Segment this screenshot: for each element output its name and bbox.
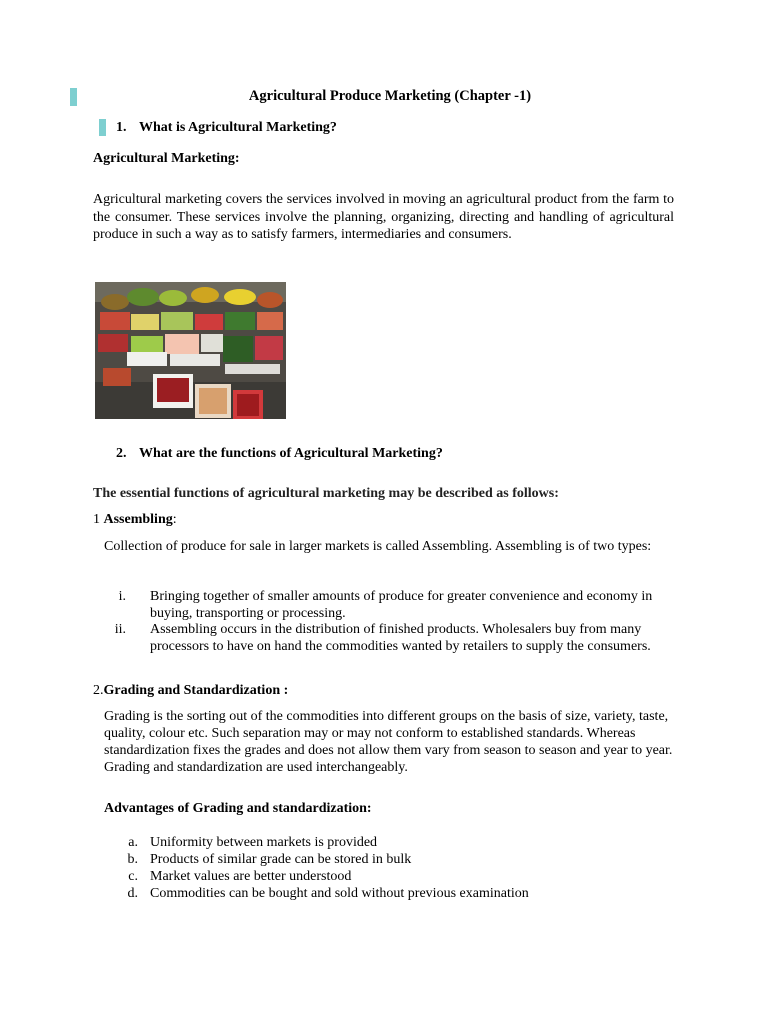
assembling-number: 1 bbox=[93, 512, 104, 527]
question-marker bbox=[99, 119, 106, 136]
question-2-text: What are the functions of Agricultural Marketing? bbox=[139, 446, 443, 461]
list-item: Commodities can be bought and sold without previous examination bbox=[150, 886, 529, 901]
list-item: Market values are better understood bbox=[150, 869, 352, 884]
list-item: Products of similar grade can be stored in bulk bbox=[150, 852, 412, 867]
question-1-number: 1. bbox=[116, 120, 127, 135]
list-marker: a. bbox=[128, 835, 138, 850]
list-item: Assembling occurs in the distribution of finished products. Wholesalers buy from many processors to have on hand the commodities wanted by retailers to supply the consumers. bbox=[150, 622, 651, 654]
list-item: Bringing together of smaller amounts of produce for greater convenience and economy in buying, transporting or processing. bbox=[150, 589, 653, 621]
list-marker: ii. bbox=[114, 622, 126, 637]
question-1-text: What is Agricultural Marketing? bbox=[139, 120, 337, 135]
list-marker: d. bbox=[127, 886, 138, 901]
grading-heading: Grading and Standardization : bbox=[103, 683, 289, 698]
grading-paragraph: Grading is the sorting out of the commodities into different groups on the basis of size, variety, taste, quality, colour etc. Such separation may or may not conform to established standards. Whereas standardization fixes the grades and does not allow them vary from season to season and year to year. Grading and standardization are used interchangeably. bbox=[104, 709, 673, 775]
section-paragraph: Agricultural marketing covers the services involved in moving an agricultural product from the farm to the consumer. These services involve the planning, organizing, directing and handling of agricultural produce in such a way as to satisfy farmers, intermediaries and consumers. bbox=[93, 192, 674, 242]
section-heading: Agricultural Marketing: bbox=[93, 151, 240, 166]
advantages-heading: Advantages of Grading and standardization: bbox=[104, 801, 372, 816]
question-2-number: 2. bbox=[116, 446, 127, 461]
grading-heading-line bbox=[93, 683, 288, 699]
assembling-colon: : bbox=[172, 512, 177, 527]
list-marker: i. bbox=[118, 589, 126, 604]
list-item: Uniformity between markets is provided bbox=[150, 835, 378, 850]
page-title: Agricultural Produce Marketing (Chapter -1) bbox=[248, 88, 532, 104]
list-marker: b. bbox=[127, 852, 138, 867]
list-marker: c. bbox=[128, 869, 138, 884]
functions-intro: The essential functions of agricultural marketing may be described as follows: bbox=[93, 486, 559, 501]
market-produce-image bbox=[95, 282, 286, 419]
grading-number: 2. bbox=[93, 683, 104, 698]
assembling-heading: Assembling bbox=[103, 512, 173, 527]
market-produce-photo bbox=[95, 282, 286, 419]
assembling-paragraph: Collection of produce for sale in larger markets is called Assembling. Assembling is of two types: bbox=[104, 539, 652, 554]
assembling-heading-line bbox=[93, 512, 177, 528]
